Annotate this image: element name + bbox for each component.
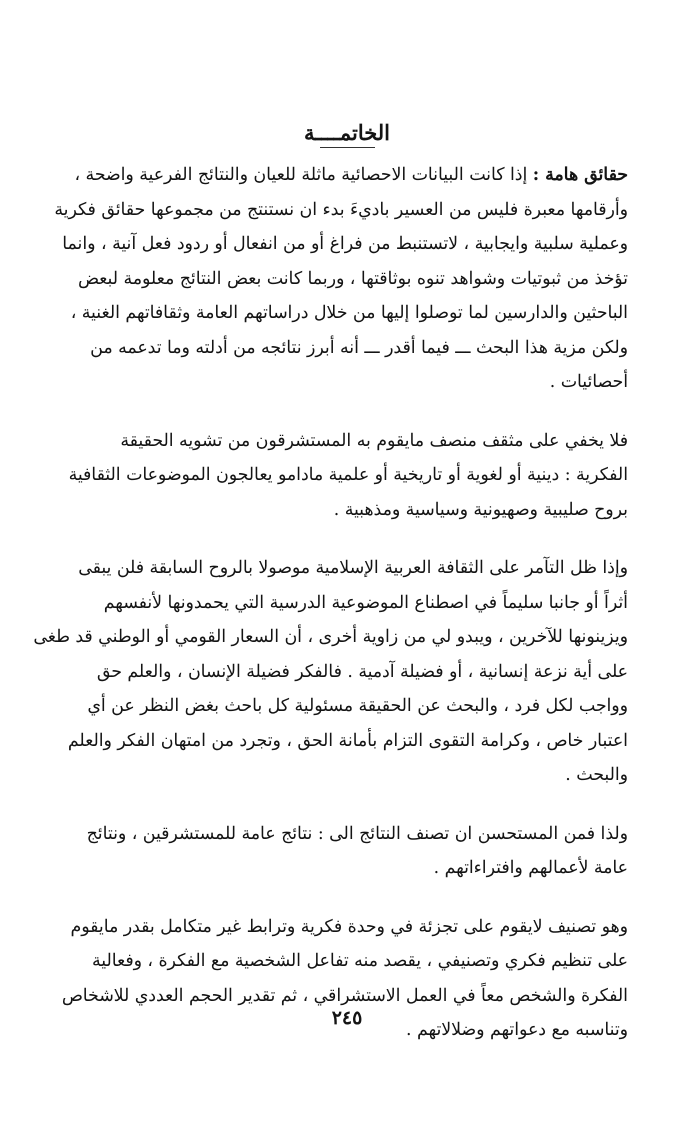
text-line: بروح صليبية وصهيونية وسياسية ومذهبية . (333, 499, 628, 520)
text-line: أحصائيات . (549, 372, 628, 392)
text-line: عامة لأعمالهم وافتراءاتهم . (433, 858, 628, 878)
text-line: على أية نزعة إنسانية ، أو فضيلة آدمية . فالفكر فضيلة الإنسان ، والعلم حق (96, 661, 628, 682)
text-line: وتناسبه مع دعواتهم وضلالاتهم . (406, 1020, 628, 1040)
section-lead: حقائق هامة : (532, 165, 628, 185)
text-line: الفكرة والشخص معاً في العمل الاستشراقي ، ثم تقدير الحجم العددي للاشخاص (61, 985, 628, 1006)
text-line: وإذا ظل التآمر على الثقافة العربية الإسلامية موصولا بالروح السابقة فلن يبقى (78, 558, 628, 578)
page-title: الخاتمــــة (303, 120, 391, 145)
text-line: وواجب لكل فرد ، والبحث عن الحقيقة مسئولية كل باحث بغض النظر عن أي (87, 696, 628, 716)
text-line: الباحثين والدارسين لما توصلوا إليها من خلال دراساتهم العامة وثقافاتهم الغنية ، (70, 303, 628, 323)
text-line: حقائق هامة : إذا كانت البيانات الاحصائية ماثلة للعيان والنتائج الفرعية واضحة ، (74, 165, 628, 185)
title-underline (320, 147, 375, 148)
text-line: ولذا فمن المستحسن ان تصنف النتائج الى : نتائج عامة للمستشرقين ، ونتائج (86, 823, 628, 844)
text-line: ولكن مزية هذا البحث ـــ فيما أقدر ـــ أنه أبرز نتائجه من أدلته وما تدعمه من (90, 337, 628, 358)
text-line: الفكرية : دينية أو لغوية أو تاريخية أو علمية مادامو يعالجون الموضوعات الثقافية (68, 465, 628, 485)
text-line: اعتبار خاص ، وكرامة التقوى التزام بأمانة الحق ، وتجرد من امتهان الفكر والعلم (67, 730, 628, 751)
text-line: وأرقامها معبرة فليس من العسير باديءَ بدء ان نستنتج من مجموعها حقائق فكرية (54, 199, 628, 220)
text-line: والبحث . (565, 765, 628, 785)
body-text (33, 158, 628, 1072)
paragraph-classification (64, 817, 628, 886)
paragraph-distortion (64, 424, 628, 528)
paragraph-important-facts (54, 158, 628, 400)
text-line: أثراً أو جانبا سليماً في اصطناع الموضوعية الدرسية التي يحمدونها لأنفسهم (103, 592, 628, 613)
text-line: وهو تصنيف لايقوم على تجزئة في وحدة فكرية وترابط غير متكامل بقدر مايقوم (70, 916, 628, 937)
page-number: ٢٤٥ (331, 1007, 363, 1029)
paragraph-conspiracy (33, 551, 628, 793)
text-line: وعملية سلبية وايجابية ، لاتستنبط من فراغ أو من انفعال أو ردود فعل آنية ، وانما (62, 234, 628, 254)
text-line: ويزينونها للآخرين ، ويبدو لي من زاوية أخرى ، أن السعار القومي أو الوطني قد طغى (33, 627, 628, 647)
text-line: تؤخذ من ثبوتيات وشواهد تنوه بوثاقتها ، وربما كانت بعض النتائج معلومة لبعض (78, 268, 628, 289)
text-line: على تنظيم فكري وتصنيفي ، يقصد منه تفاعل الشخصية مع الفكرة ، وفعالية (91, 951, 628, 971)
text-line: فلا يخفي على مثقف منصف مايقوم به المستشرقون من تشويه الحقيقة (120, 430, 628, 451)
